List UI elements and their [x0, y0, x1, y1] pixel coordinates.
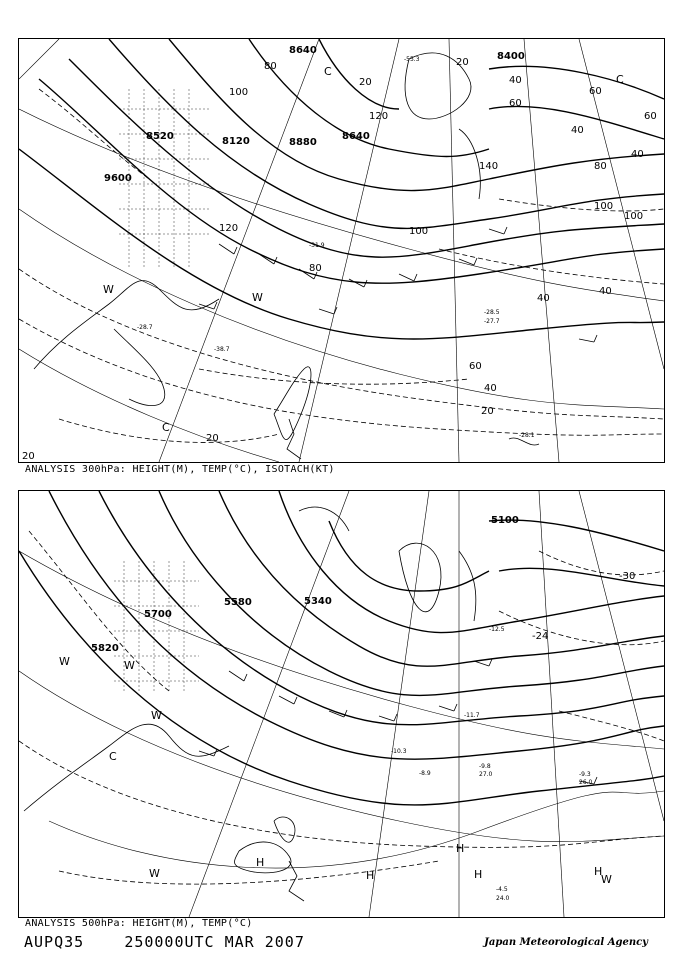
center-marker: W [149, 867, 160, 880]
map-300hpa [18, 38, 665, 463]
map-500hpa-canvas [19, 491, 664, 917]
isotach-label: 100 [409, 226, 429, 237]
station-value: -28.1 [519, 432, 535, 439]
center-marker: H [456, 842, 465, 855]
station-value: -4.5 [496, 886, 508, 893]
height-label: 8400 [497, 51, 525, 62]
center-marker: H [594, 865, 603, 878]
center-marker: C [324, 65, 332, 78]
center-marker: W [151, 709, 162, 722]
center-marker: C [162, 421, 170, 434]
wind-barbs [199, 659, 597, 784]
station-value: 27.0 [479, 771, 493, 778]
isotach-contours [19, 89, 664, 442]
height-label: 8640 [342, 131, 370, 142]
station-value: -9.8 [479, 763, 491, 770]
isotach-label: 100 [594, 201, 614, 212]
center-marker: H [474, 868, 483, 881]
isotach-label: 80 [594, 161, 607, 172]
station-value: -28.5 [484, 309, 500, 316]
isotach-label: 40 [571, 125, 584, 136]
station-value: -27.7 [484, 318, 500, 325]
station-value: -8.9 [419, 770, 431, 777]
height-contours [19, 39, 664, 339]
isotach-label: 80 [264, 61, 277, 72]
center-marker: C [109, 750, 117, 763]
height-label: 8120 [222, 136, 250, 147]
map-500hpa [18, 490, 665, 918]
height-label: 5100 [491, 515, 519, 526]
station-value: -9.3 [579, 771, 591, 778]
temp-label: -30 [619, 571, 636, 582]
height-label: 8640 [289, 45, 317, 56]
isotach-label: 20 [456, 57, 469, 68]
center-marker: W [59, 655, 70, 668]
isotach-label: 100 [624, 211, 644, 222]
height-label: 5340 [304, 596, 332, 607]
caption-500hpa: ANALYSIS 500hPa: HEIGHT(M), TEMP(°C) [25, 918, 253, 929]
isotach-label: 40 [537, 293, 550, 304]
center-marker: H [256, 856, 265, 869]
station-value: 24.0 [496, 895, 510, 902]
agency-name: Japan Meteorological Agency [484, 937, 648, 948]
station-value: -10.3 [391, 748, 407, 755]
station-value: 26.0 [579, 779, 593, 786]
station-value: -38.7 [214, 346, 230, 353]
height-label: 5820 [91, 643, 119, 654]
coastline [24, 507, 476, 901]
isotach-label: 100 [229, 87, 249, 98]
station-value: -31.9 [309, 242, 325, 249]
station-value: -11.7 [464, 712, 480, 719]
center-marker: W [601, 873, 612, 886]
station-value: -12.5 [489, 626, 505, 633]
station-value: -55.3 [404, 56, 420, 63]
isotach-label: 20 [359, 77, 372, 88]
isotach-label: 40 [599, 286, 612, 297]
isotach-label: 20 [481, 406, 494, 417]
height-label: 5580 [224, 597, 252, 608]
center-marker: W [124, 659, 135, 672]
isotach-label: 60 [644, 111, 657, 122]
isotach-label: 40 [484, 383, 497, 394]
graticule [19, 39, 664, 462]
hatch-grid [119, 89, 209, 269]
height-label: 5700 [144, 609, 172, 620]
height-label: 8880 [289, 137, 317, 148]
isotach-label: 80 [309, 263, 322, 274]
valid-time: 250000UTC MAR 2007 [124, 933, 305, 951]
isotach-label: 20 [206, 433, 219, 444]
isotach-label: 120 [219, 223, 239, 234]
temp-contours [19, 531, 664, 884]
height-label: 9600 [104, 173, 132, 184]
isotach-label: 60 [509, 98, 522, 109]
product-code: AUPQ35 [24, 933, 85, 951]
station-value: -28.7 [137, 324, 153, 331]
center-marker: H [366, 869, 375, 882]
center-marker: C [616, 73, 624, 86]
wind-barbs [199, 227, 597, 342]
map-300hpa-canvas [19, 39, 664, 462]
isotach-label: 20 [22, 451, 35, 462]
graticule [19, 491, 664, 917]
product-footer [24, 933, 305, 951]
center-marker: W [252, 291, 263, 304]
isotach-label: 60 [469, 361, 482, 372]
isotach-label: 40 [509, 75, 522, 86]
isotach-label: 60 [589, 86, 602, 97]
isotach-label: 40 [631, 149, 644, 160]
isotach-label: 120 [369, 111, 389, 122]
center-marker: W [103, 283, 114, 296]
caption-300hpa: ANALYSIS 300hPa: HEIGHT(M), TEMP(°C), ISOTACH(KT) [25, 464, 335, 475]
temp-label: -24 [532, 631, 549, 642]
height-label: 8520 [146, 131, 174, 142]
isotach-label: 140 [479, 161, 499, 172]
